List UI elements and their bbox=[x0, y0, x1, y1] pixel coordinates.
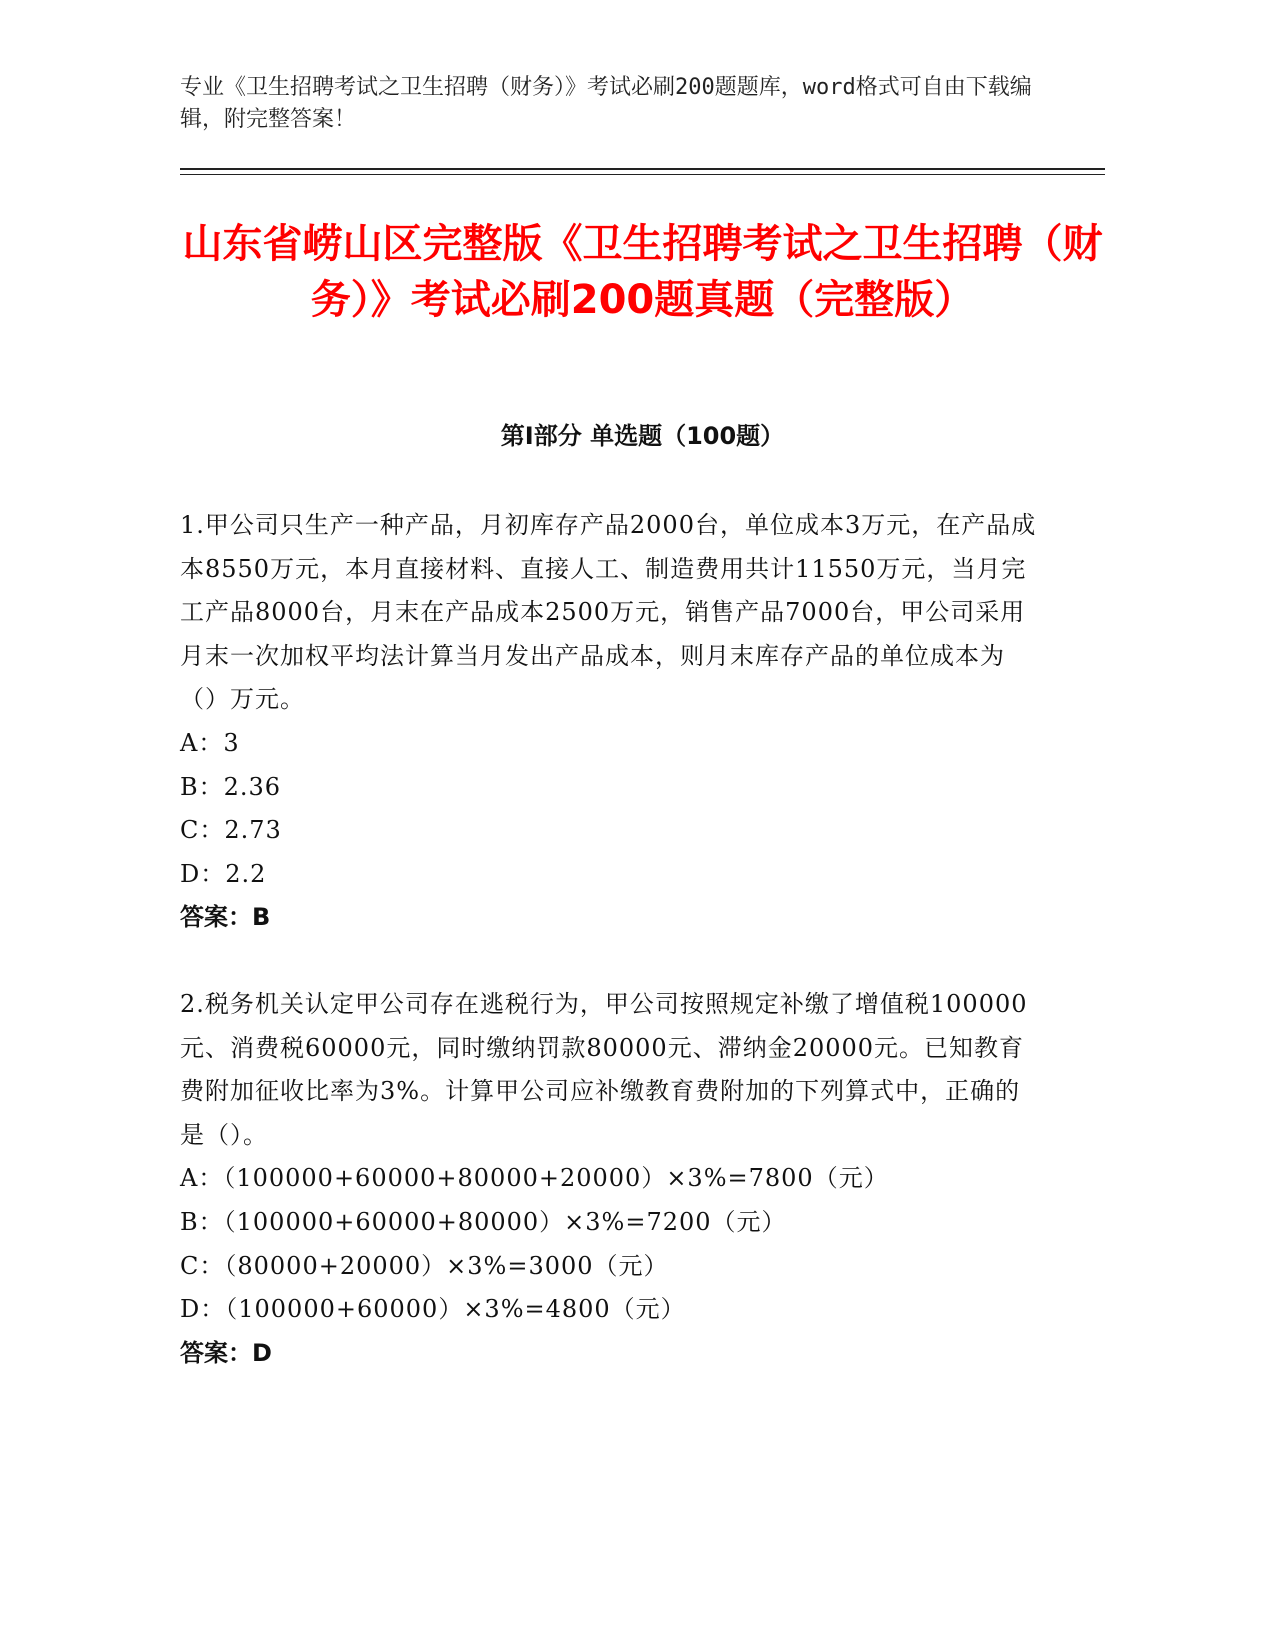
option-d: D：（100000+60000）×3%=4800（元） bbox=[180, 1295, 686, 1324]
document-title: 山东省崂山区完整版《卫生招聘考试之卫生招聘（财务）》考试必刷200题真题（完整版） bbox=[182, 221, 1103, 323]
option-c: C：（80000+20000）×3%=3000（元） bbox=[180, 1251, 669, 1280]
section-title: 第I部分 单选题（100题） bbox=[500, 422, 785, 450]
question-2 bbox=[180, 983, 1040, 1375]
option-a: A：3 bbox=[180, 728, 240, 757]
answer: 答案：B bbox=[180, 903, 271, 932]
option-d: D：2.2 bbox=[180, 859, 267, 888]
option-a: A：（100000+60000+80000+20000）×3%=7800（元） bbox=[180, 1164, 889, 1193]
answer: 答案：D bbox=[180, 1338, 272, 1367]
option-b: B：（100000+60000+80000）×3%=7200（元） bbox=[180, 1207, 787, 1236]
header-note: 专业《卫生招聘考试之卫生招聘（财务）》考试必刷200题题库，word格式可自由下载编辑，附完整答案！ bbox=[180, 75, 1032, 132]
header-divider bbox=[180, 168, 1105, 175]
option-b: B：2.36 bbox=[180, 772, 282, 801]
question-stem: 1.甲公司只生产一种产品，月初库存产品2000台，单位成本3万元，在产品成本8550万元，本月直接材料、直接人工、制造费用共计11550万元，当月完工产品8000台，月末在产品成本2500万元，销售产品7000台，甲公司采用月末一次加权平均法计算当月发出产品成本，则月末库存产品的单位成本为（）万元。 bbox=[180, 511, 1037, 714]
question-1 bbox=[180, 504, 1040, 940]
question-stem: 2.税务机关认定甲公司存在逃税行为，甲公司按照规定补缴了增值税100000元、消费税60000元，同时缴纳罚款80000元、滞纳金20000元。已知教育费附加征收比率为3%。计算甲公司应补缴教育费附加的下列算式中，正确的是（）。 bbox=[180, 990, 1028, 1149]
option-c: C：2.73 bbox=[180, 816, 282, 845]
